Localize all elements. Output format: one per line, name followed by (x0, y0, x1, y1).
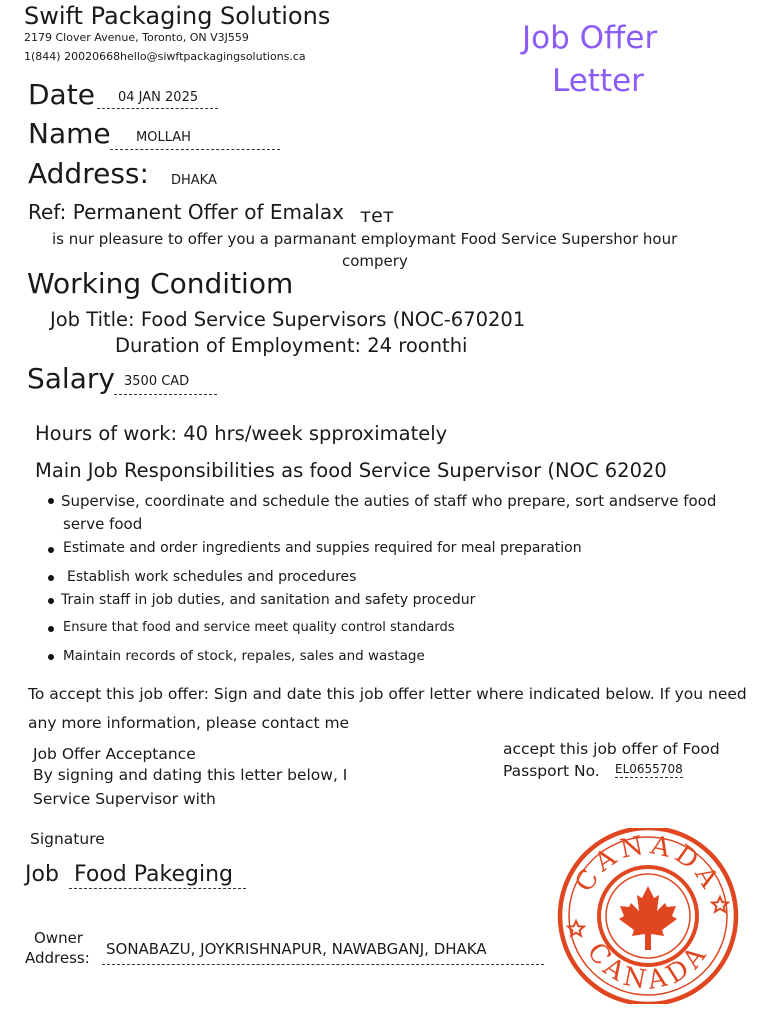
maple-leaf-icon (619, 886, 677, 950)
responsibility-item: Establish work schedules and procedures (67, 569, 357, 585)
stamp-top-text: CANADA (569, 829, 727, 898)
bullet-dot (48, 654, 54, 660)
date-value (97, 90, 218, 109)
accept-instructions-line1: To accept this job offer: Sign and date this job offer letter where indicated below. If you need (28, 685, 747, 703)
acceptance-line2: Service Supervisor with (33, 790, 216, 808)
company-name: Swift Packaging Solutions (24, 2, 331, 30)
doc-title-line2: Letter (552, 63, 644, 99)
bullet-dot (48, 547, 54, 553)
passport-value: EL0655708 (615, 762, 683, 776)
duration-line: Duration of Employment: 24 roonthi (115, 334, 468, 357)
salary-value-text: 3500 CAD (124, 374, 190, 389)
signature-label: Signature (30, 830, 105, 848)
job-title-line: Job Title: Food Service Supervisors (NOC-670201 (50, 308, 526, 331)
company-contact: 1(844) 20020668hello@siwftpackagingsolutions.ca (24, 50, 306, 63)
passport-label: Passport No. (503, 762, 600, 780)
working-heading: Working Conditiom (27, 267, 294, 300)
responsibility-item: Maintain records of stock, repales, sales and wastage (63, 648, 425, 664)
bullet-dot (48, 498, 54, 504)
ref-suffix: тет (360, 205, 394, 227)
acceptance-heading: Job Offer Acceptance (33, 745, 196, 763)
name-value (110, 129, 280, 150)
bullet-dot (48, 626, 54, 632)
company-address: 2179 Clover Avenue, Toronto, ON V3J559 (24, 31, 249, 44)
doc-title-line1: Job Offer (522, 20, 658, 56)
job-label: Job (25, 862, 59, 887)
owner-label: Owner (34, 929, 83, 947)
owner-address-label: Address: (25, 949, 90, 967)
address-label: Address: (28, 157, 149, 190)
job-value: Food Pakeging (69, 862, 246, 889)
acceptance-line1: By signing and dating this letter below, I (33, 766, 348, 784)
accept-instructions-line2: any more information, please contact me (28, 714, 350, 732)
owner-address-value (102, 940, 544, 965)
canada-stamp (552, 828, 744, 1004)
stamp-bottom-text: CANADA (580, 937, 716, 997)
bullet-dot (48, 575, 54, 581)
owner-address-text: SONABAZU, JOYKRISHNAPUR, NAWABGANJ, DHAKA (106, 940, 487, 958)
address-value: DHAKA (171, 173, 217, 188)
name-label: Name (28, 117, 111, 150)
bullet-dot (48, 598, 54, 604)
date-value-text: 04 JAN 2025 (118, 90, 199, 105)
ref-label: Ref: Permanent Offer of Emalax (28, 200, 344, 224)
salary-value (114, 374, 217, 395)
responsibility-item: Train staff in job duties, and sanitation and safety procedur (61, 592, 476, 608)
intro-line1: is nur pleasure to offer you a parmanant employmant Food Service Supershor hour (52, 230, 678, 248)
salary-label: Salary (27, 362, 115, 395)
responsibility-item-continued: serve food (63, 515, 143, 533)
hours-line: Hours of work: 40 hrs/week spproximately (35, 422, 448, 445)
responsibility-item: Estimate and order ingredients and suppies required for meal preparation (63, 540, 582, 556)
intro-line2: compery (342, 252, 408, 270)
acceptance-right-line1: accept this job offer of Food (503, 740, 720, 758)
responsibilities-heading: Main Job Responsibilities as food Service Supervisor (NOC 62020 (35, 459, 667, 482)
responsibility-item: Supervise, coordinate and schedule the auties of staff who prepare, sort andserve food (61, 492, 717, 510)
responsibility-item: Ensure that food and service meet quality control standards (63, 620, 455, 635)
date-label: Date (28, 78, 95, 111)
name-value-text: MOLLAH (136, 130, 191, 145)
